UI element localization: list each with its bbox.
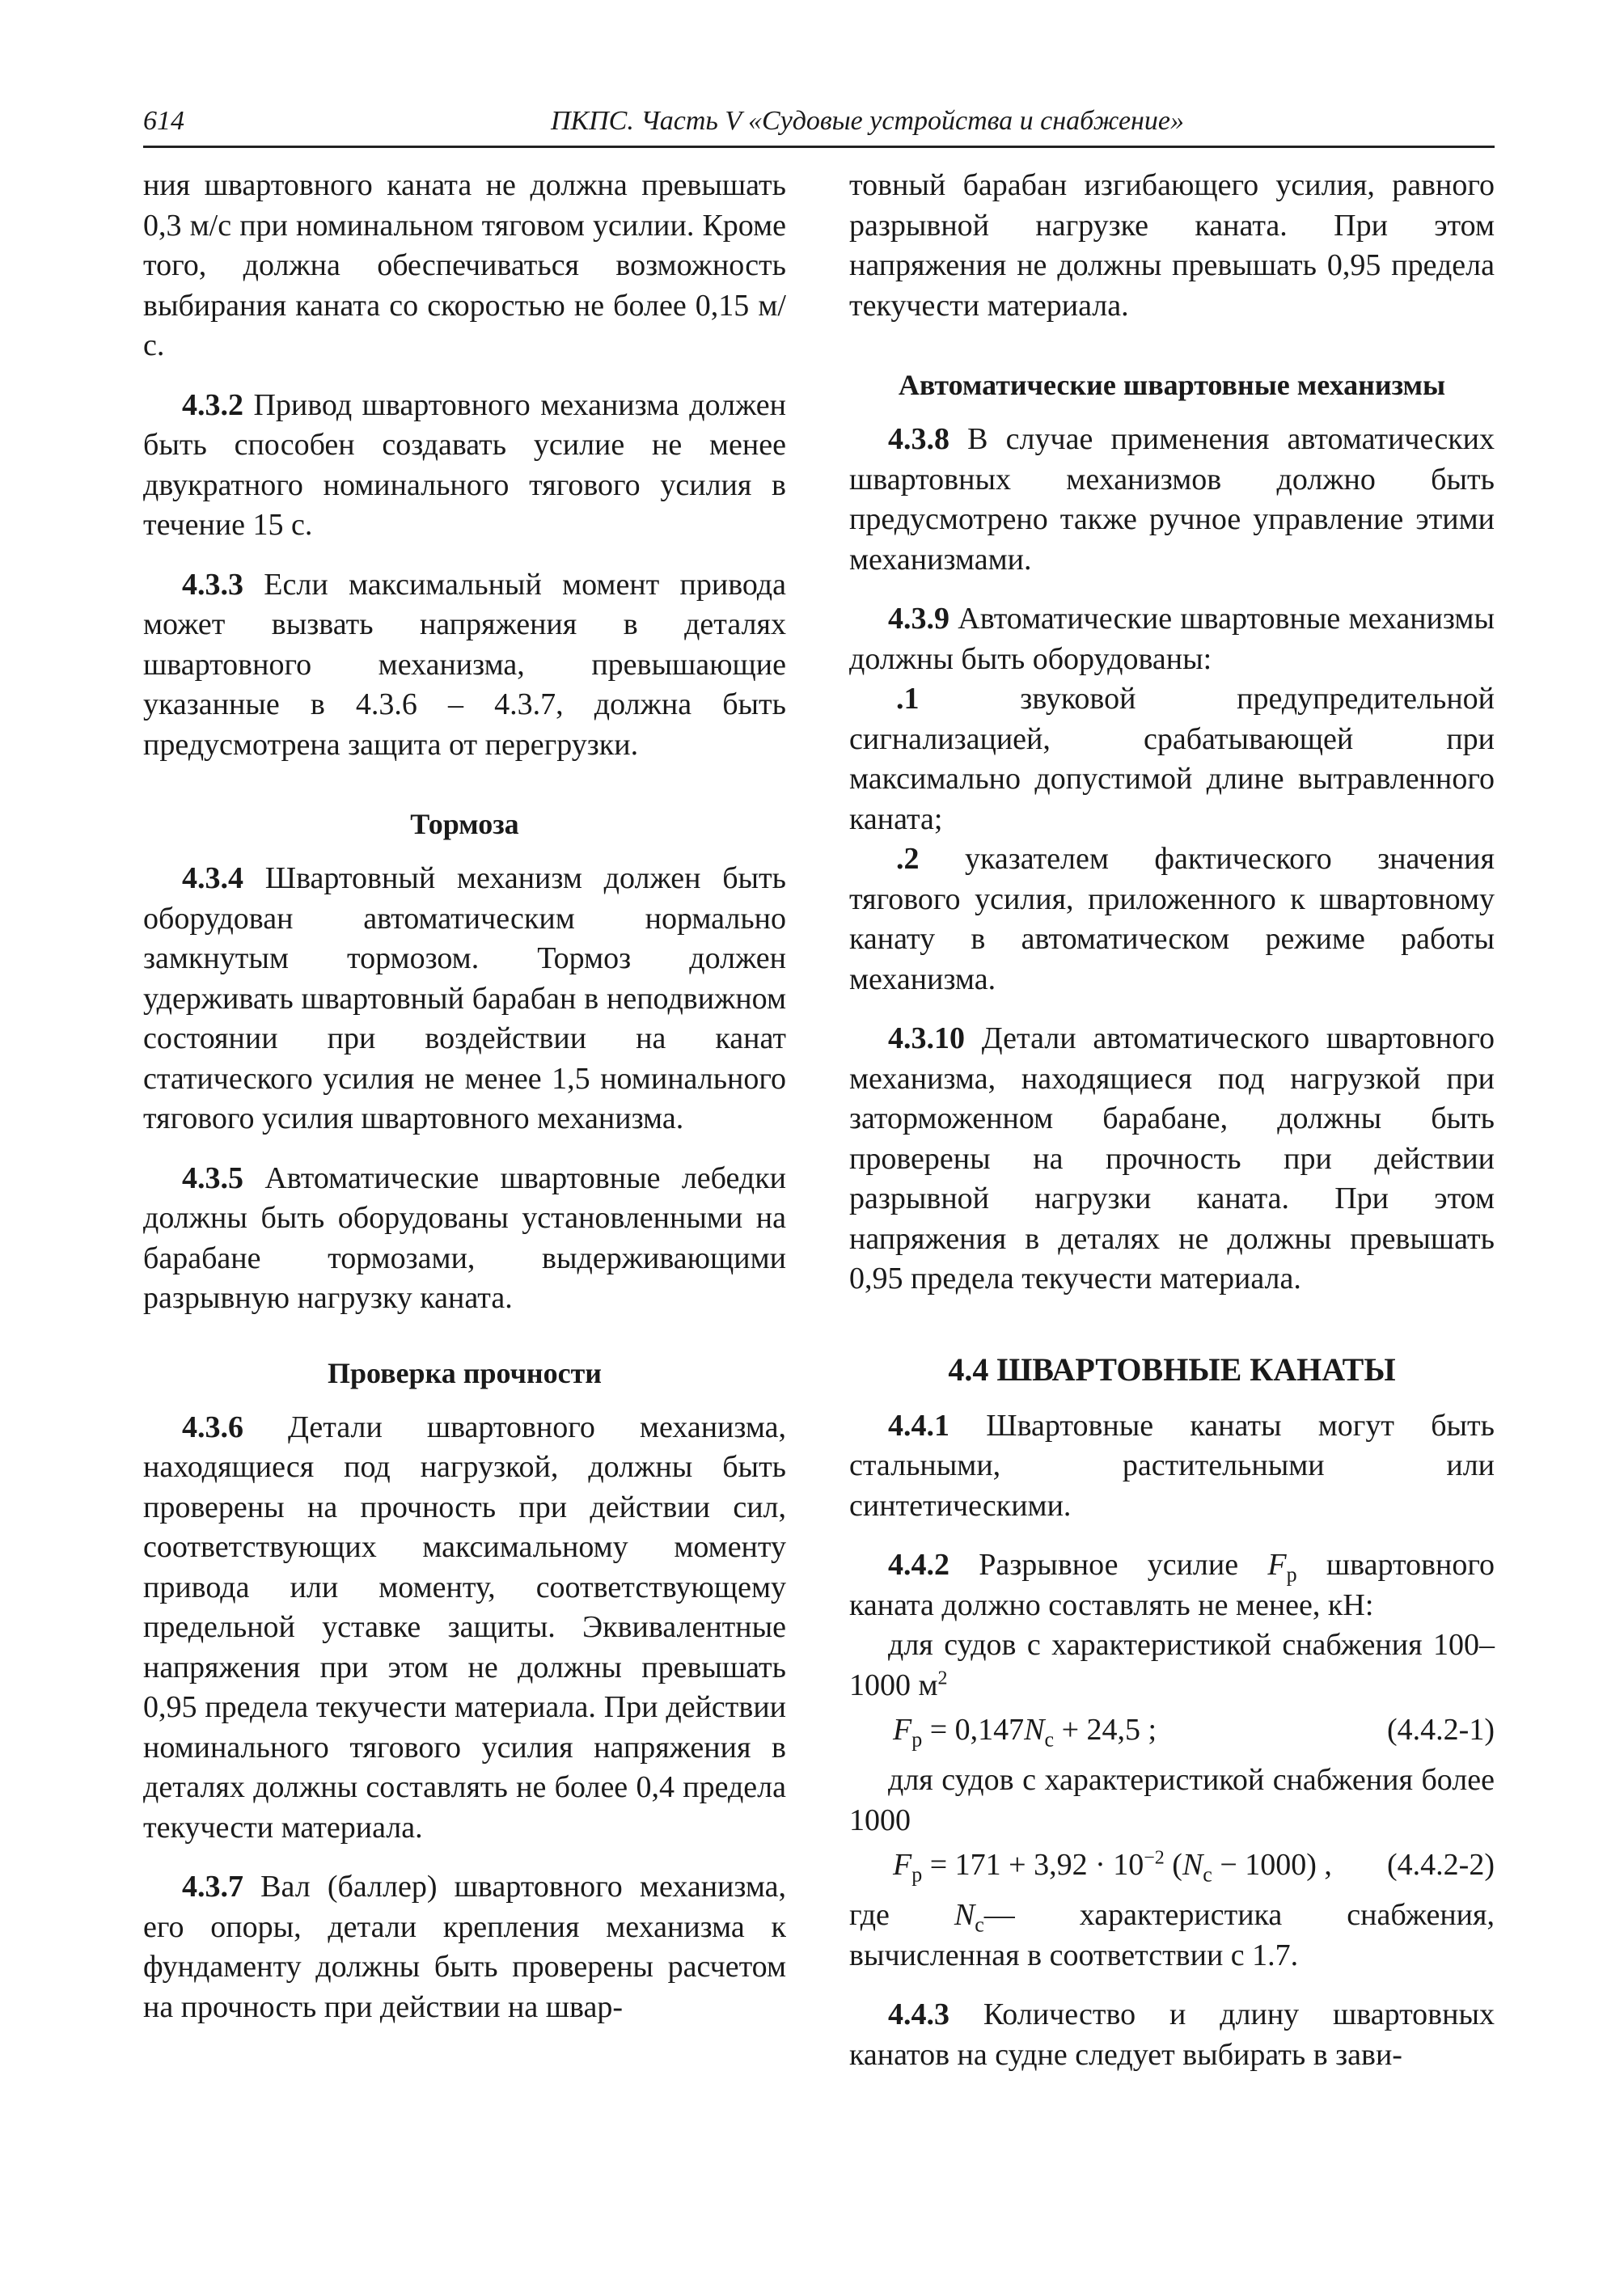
paragraph-4-3-5: 4.3.5 Автоматические швартовные лебедки должны быть оборудованы установленными на барабане тормозами, выдерживающими разрывную нагрузку каната. [143, 1160, 786, 1315]
formula-expression: $F_р = 0,147N_с + 24,5$ ; [893, 1713, 1157, 1752]
right-column [849, 166, 1495, 2094]
list-item-2: .2 указателем фактического значения тягового усилия, приложенного к швартовному канату в автоматическом режиме работы механизма. [849, 842, 1495, 996]
paragraph-4-3-4: 4.3.4 Швартовный механизм должен быть оборудован автоматическим нормально замкнутым тормозом. Тормоз должен удерживать швартовный барабан в неподвижном состоянии при воздействии на канат статического усилия не менее 1,5 номинального тягового усилия швартовного механизма. [143, 861, 786, 1135]
clause-number: 4.3.8 [888, 422, 949, 456]
page-number: 614 [143, 106, 184, 136]
clause-number: 4.4.3 [888, 1997, 949, 2031]
item-number: .2 [896, 842, 920, 876]
formula-4-4-2-2 [849, 1845, 1495, 1891]
clause-number: 4.3.10 [888, 1021, 965, 1055]
condition-1: для судов с характеристикой снабжения 100–1000 $м^2$ [849, 1628, 1495, 1702]
paragraph-4-3-8: 4.3.8 В случае применения автоматических швартовных механизмов должно быть предусмотрено также ручное управление этими механизмами. [849, 422, 1495, 577]
section-heading-mooring-ropes: 4.4 ШВАРТОВНЫЕ КАНАТЫ [948, 1351, 1396, 1388]
paragraph-4-3-3: 4.3.3 Если максимальный момент привода может вызвать напряжения в деталях швартовного механизма, превышающие указанные в 4.3.6 – 4.3.7, должна быть предусмотрена защита от перегрузки. [143, 567, 786, 762]
paragraph-4-3-2: 4.3.2 Привод швартовного механизма должен быть способен создавать усилие не менее двукратного номинального тягового усилия в течение 15 с. [143, 387, 786, 542]
paragraph-4-3-6: 4.3.6 Детали швартовного механизма, находящиеся под нагрузкой, должны быть проверены на прочность при действии сил, соответствующих максимальному моменту привода или моменту, соответствующему предельной уставке защиты. Эквивалентные напряжения при этом не должны превышать 0,95 предела текучести материала. При действии номинального тягового усилия напряжения в деталях должны составлять не более 0,4 предела текучести материала. [143, 1410, 786, 1845]
subheading-strength-check: Проверка прочности [327, 1356, 603, 1389]
paragraph-4-3-10: 4.3.10 Детали автоматического швартовного механизма, находящиеся под нагрузкой при заторможенном барабане, должны быть проверены на прочность при действии разрывной нагрузки каната. При этом напряжения в деталях не должны превышать 0,95 предела текучести материала. [849, 1021, 1495, 1296]
item-number: .1 [896, 682, 920, 716]
left-column [143, 166, 786, 2047]
page-header [143, 102, 1495, 148]
formula-number: (4.4.2-1) [1387, 1713, 1495, 1747]
clause-number: 4.3.4 [182, 861, 243, 895]
paragraph-continuation: ния швартовного каната не должна превышать 0,3 м/с при номинальном тяговом усилии. Кроме того, должна обеспечиваться возможность выбирания каната со скоростью не более 0,15 м/с. [143, 168, 786, 362]
paragraph-4-3-7: 4.3.7 Вал (баллер) швартовного механизма, его опоры, детали крепления механизма к фундаменту должны быть проверены расчетом на прочность при действии на швар- [143, 1870, 786, 2024]
paragraph-4-4-3: 4.4.3 Количество и длину швартовных канатов на судне следует выбирать в зави- [849, 1997, 1495, 2072]
clause-number: 4.4.1 [888, 1408, 949, 1443]
list-item-1: .1 звуковой предупредительной сигнализацией, срабатывающей при максимально допустимой длине вытравленного каната; [849, 682, 1495, 836]
clause-number: 4.4.2 [888, 1548, 949, 1582]
paragraph-4-4-1: 4.4.1 Швартовные канаты могут быть стальными, растительными или синтетическими. [849, 1408, 1495, 1523]
running-title: ПКПС. Часть V «Судовые устройства и снабжение» [550, 106, 1185, 136]
formula-number: (4.4.2-2) [1387, 1848, 1495, 1882]
paragraph-continuation: товный барабан изгибающего усилия, равного разрывной нагрузке каната. При этом напряжения не должны превышать 0,95 предела текучести материала. [849, 168, 1495, 323]
formula-explanation: где $N_с—$ характеристика снабжения, вычисленная в соответствии с 1.7. [849, 1898, 1495, 1972]
subheading-automatic-mechanisms: Автоматические швартовные механизмы [898, 369, 1446, 401]
formula-expression: $F_р = 171 + 3,92 \cdot 10^{-2}$ $(N_с - 1000)$ , [893, 1847, 1332, 1887]
subheading-brakes: Тормоза [410, 808, 519, 840]
clause-number: 4.3.7 [182, 1870, 243, 1904]
clause-number: 4.3.2 [182, 387, 243, 422]
clause-number: 4.3.6 [182, 1410, 243, 1444]
condition-2: для судов с характеристикой снабжения более 1000 [849, 1763, 1495, 1837]
clause-number: 4.3.3 [182, 567, 243, 602]
clause-number: 4.3.9 [888, 602, 949, 636]
paragraph-4-3-9: 4.3.9 Автоматические швартовные механизмы должны быть оборудованы: [849, 602, 1495, 676]
formula-4-4-2-1 [849, 1710, 1495, 1756]
clause-number: 4.3.5 [182, 1160, 243, 1195]
paragraph-4-4-2: 4.4.2 Разрывное усилие $F_р$ швартовного каната должно составлять не менее, кН: [849, 1548, 1495, 1622]
